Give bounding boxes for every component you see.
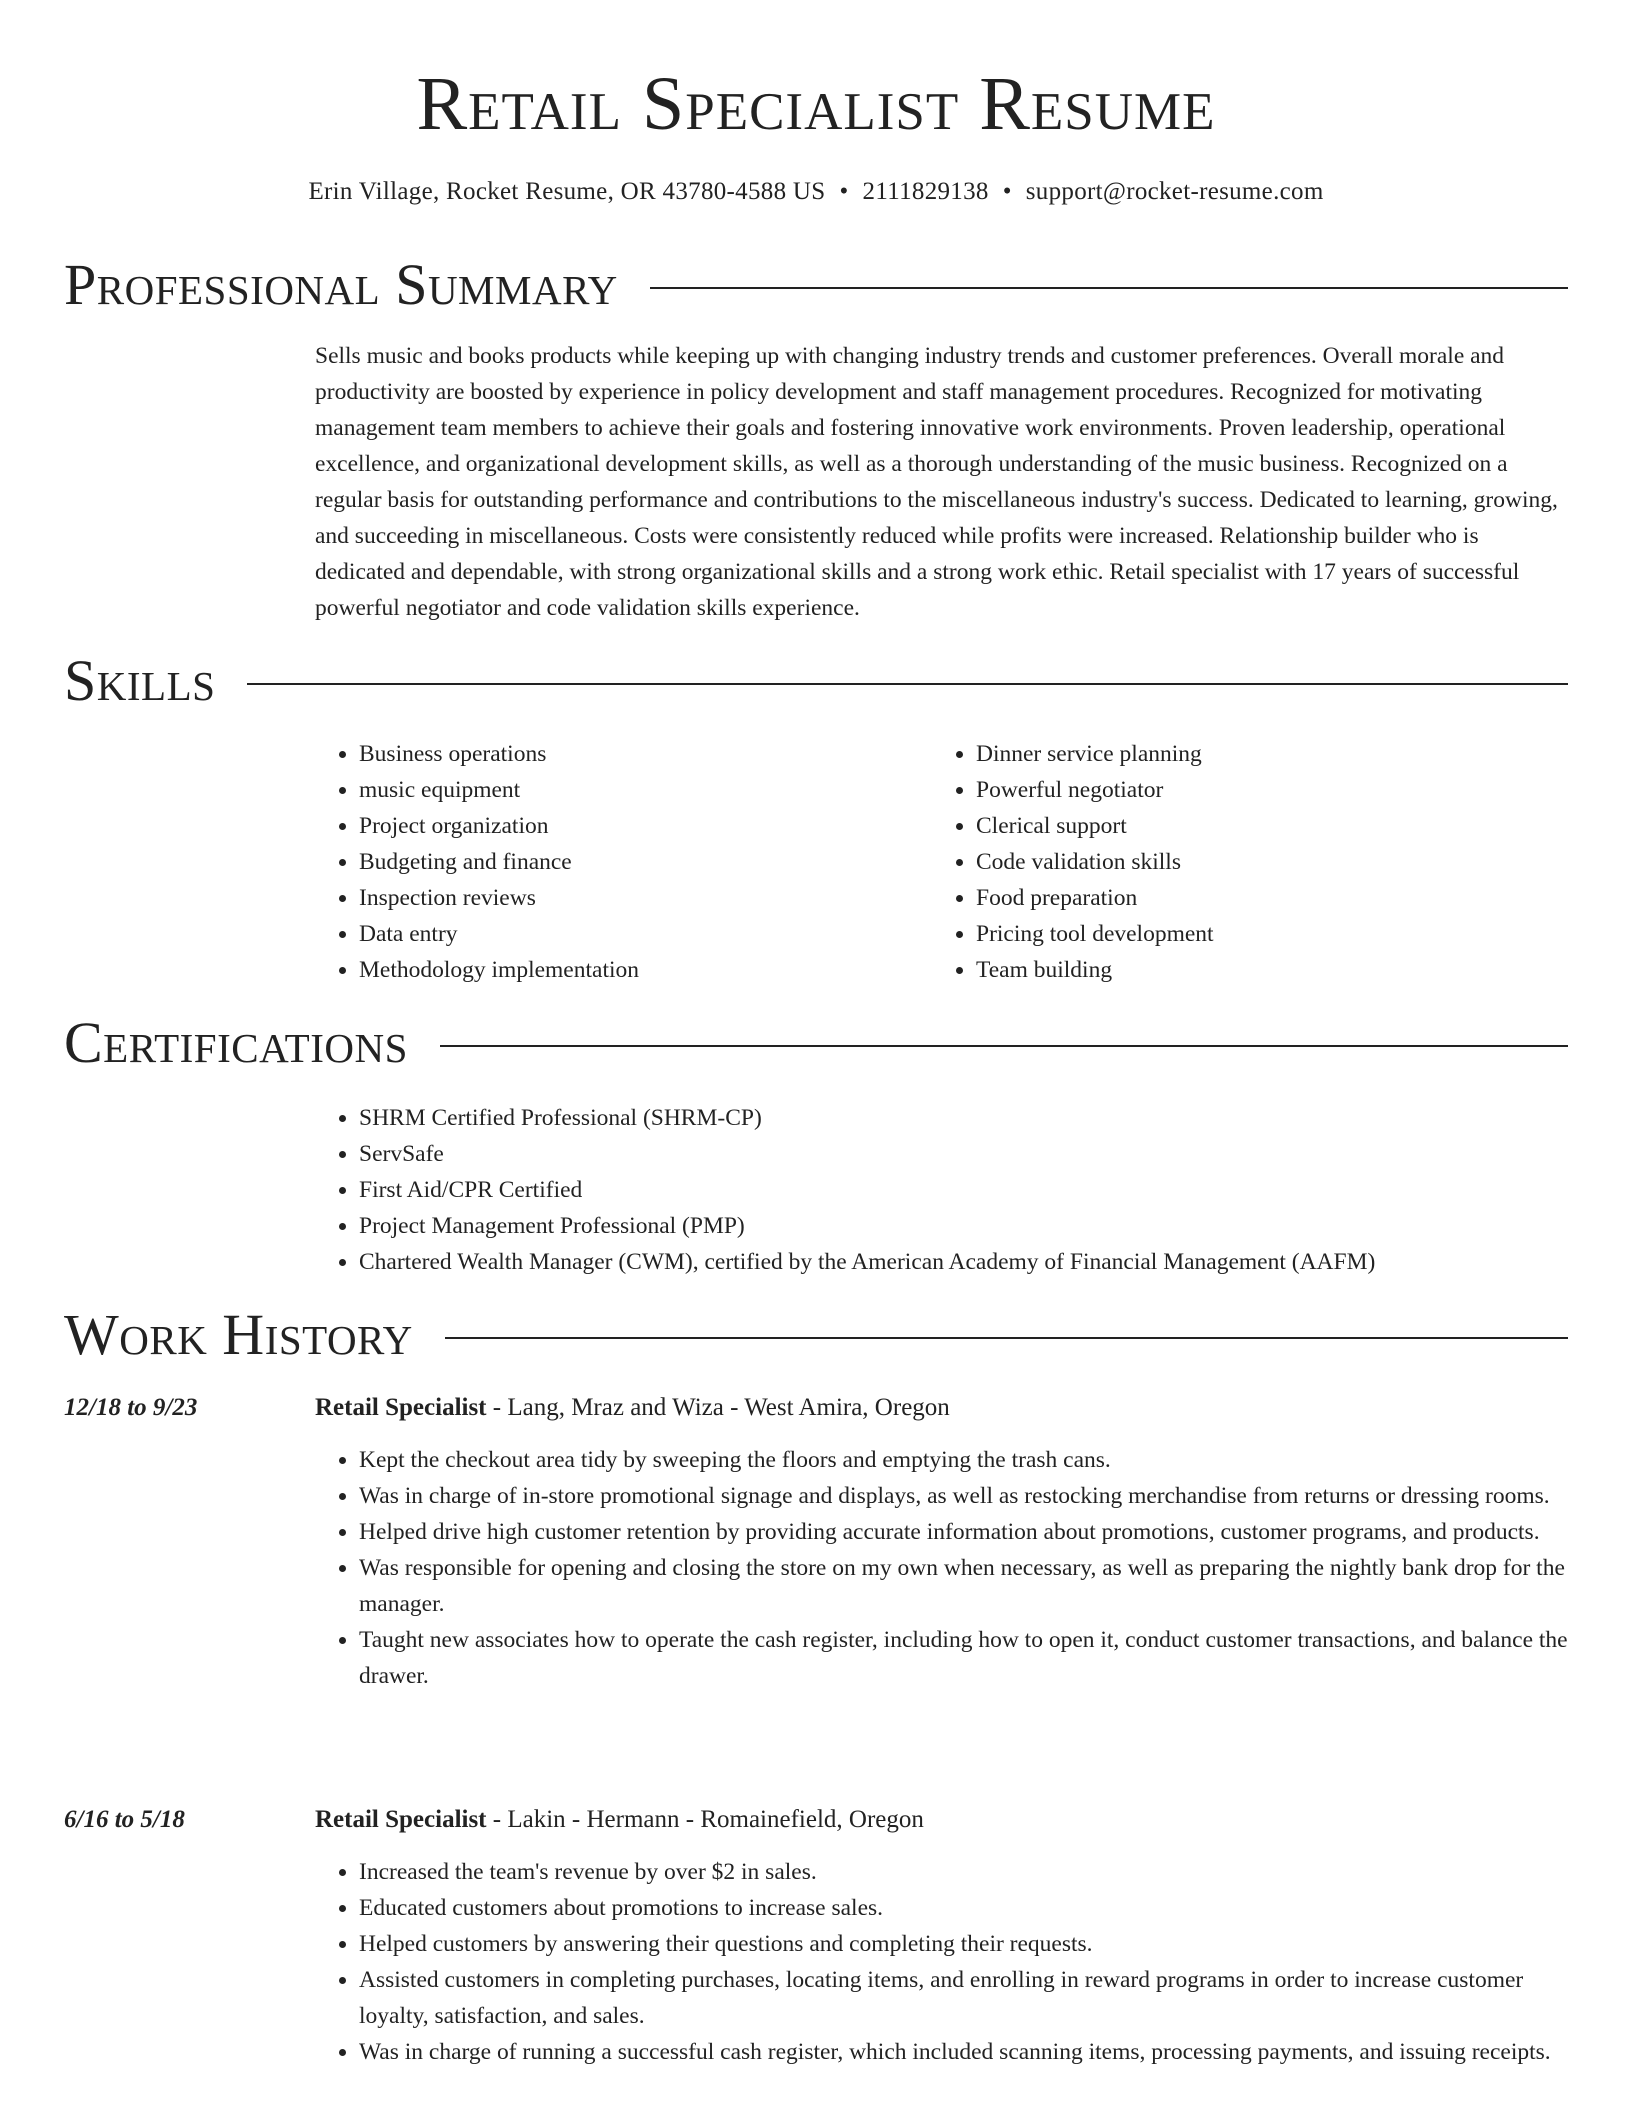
skill-item: • music equipment: [359, 772, 895, 808]
certification-item: • Chartered Wealth Manager (CWM), certified by the American Academy of Financial Management (AAFM): [359, 1244, 1575, 1280]
skill-item: • Methodology implementation: [359, 952, 895, 988]
work-history-section-header: [64, 1300, 1568, 1370]
skill-item: • Clerical support: [976, 808, 1552, 844]
resume-title: Retail Specialist Resume: [416, 62, 1216, 146]
contact-address: Erin Village, Rocket Resume, OR 43780-4588 US: [308, 178, 826, 205]
work-history-section-title: Work History: [64, 1302, 413, 1367]
skill-item: • Pricing tool development: [976, 916, 1552, 952]
job-task-item: • Was in charge of in-store promotional signage and displays, as well as restocking merchandise from returns or dressing rooms.: [359, 1478, 1572, 1514]
summary-text: Sells music and books products while keeping up with changing industry trends and customer preferences. Overall morale and productivity are boosted by experience in policy development and staff management procedures. Recognized for motivating management team members to achieve their goals and fostering innovative work environments. Proven leadership, operational excellence, and organizational development skills, as well as a thorough understanding of the music business. Recognized on a regular basis for outstanding performance and contributions to the miscellaneous industry's success. Dedicated to learning, growing, and succeeding in miscellaneous. Costs were consistently reduced while profits were increased. Relationship builder who is dedicated and dependable, with strong organizational skills and a strong work ethic. Retail specialist with 17 years of successful powerful negotiator and code validation skills experience.: [315, 343, 1558, 621]
skill-item: • Project organization: [359, 808, 895, 844]
contact-separator: •: [839, 178, 849, 205]
section-divider: [445, 1337, 1568, 1339]
job-heading: [315, 1390, 950, 1426]
section-divider: [247, 683, 1568, 685]
skill-item: • Business operations: [359, 736, 895, 772]
job-role: Retail Specialist: [315, 1806, 487, 1833]
job-task-item: • Increased the team's revenue by over $2 in sales.: [359, 1854, 1572, 1890]
summary-section-header: [64, 250, 1568, 320]
skill-item: • Data entry: [359, 916, 895, 952]
certification-item: • First Aid/CPR Certified: [359, 1172, 1575, 1208]
job-task-item: • Was responsible for opening and closing the store on my own when necessary, as well as preparing the nightly bank drop for the manager.: [359, 1550, 1572, 1622]
skill-item: • Inspection reviews: [359, 880, 895, 916]
job-role: Retail Specialist: [315, 1394, 487, 1421]
certifications-section-header: [64, 1008, 1568, 1078]
job-task-item: • Was in charge of running a successful cash register, which included scanning items, processing payments, and issuing receipts.: [359, 2034, 1572, 2070]
job-heading: [315, 1802, 924, 1838]
certification-item: • SHRM Certified Professional (SHRM-CP): [359, 1100, 1575, 1136]
job-task-item: • Educated customers about promotions to increase sales.: [359, 1890, 1572, 1926]
job-task-item: • Kept the checkout area tidy by sweeping the floors and emptying the trash cans.: [359, 1442, 1572, 1478]
summary-section-title: Professional Summary: [64, 252, 618, 317]
job-tasks: [315, 1442, 1572, 1694]
skill-item: • Budgeting and finance: [359, 844, 895, 880]
skills-column-left: [315, 736, 895, 988]
job-employer: - Lang, Mraz and Wiza - West Amira, Oregon: [486, 1394, 950, 1421]
section-divider: [440, 1045, 1568, 1047]
contact-separator: •: [1002, 178, 1012, 205]
skill-item: • Powerful negotiator: [976, 772, 1552, 808]
skills-section-title: Skills: [64, 648, 216, 713]
job-dates: 6/16 to 5/18: [64, 1806, 185, 1833]
skill-item: • Team building: [976, 952, 1552, 988]
job-dates: 12/18 to 9/23: [64, 1394, 198, 1421]
contact-phone: 2111829138: [862, 178, 989, 205]
skill-item: • Food preparation: [976, 880, 1552, 916]
skill-item: • Code validation skills: [976, 844, 1552, 880]
certification-item: • ServSafe: [359, 1136, 1575, 1172]
contact-line: [0, 174, 1632, 210]
job-task-item: • Helped drive high customer retention by providing accurate information about promotions, customer programs, and products.: [359, 1514, 1572, 1550]
contact-email: support@rocket-resume.com: [1025, 178, 1324, 205]
job-task-item: • Assisted customers in completing purchases, locating items, and enrolling in reward programs in order to increase customer loyalty, satisfaction, and sales.: [359, 1962, 1572, 2034]
job-task-item: • Helped customers by answering their questions and completing their requests.: [359, 1926, 1572, 1962]
section-divider: [650, 287, 1568, 289]
job-employer: - Lakin - Hermann - Romainefield, Oregon: [486, 1806, 924, 1833]
job-tasks: [315, 1854, 1572, 2070]
skills-column-right: [932, 736, 1552, 988]
skill-item: • Dinner service planning: [976, 736, 1552, 772]
certifications-section-title: Certifications: [64, 1010, 408, 1075]
job-task-item: • Taught new associates how to operate the cash register, including how to open it, conduct customer transactions, and balance the drawer.: [359, 1622, 1572, 1694]
skills-section-header: [64, 646, 1568, 716]
certification-item: • Project Management Professional (PMP): [359, 1208, 1575, 1244]
certifications-list: [315, 1100, 1575, 1280]
